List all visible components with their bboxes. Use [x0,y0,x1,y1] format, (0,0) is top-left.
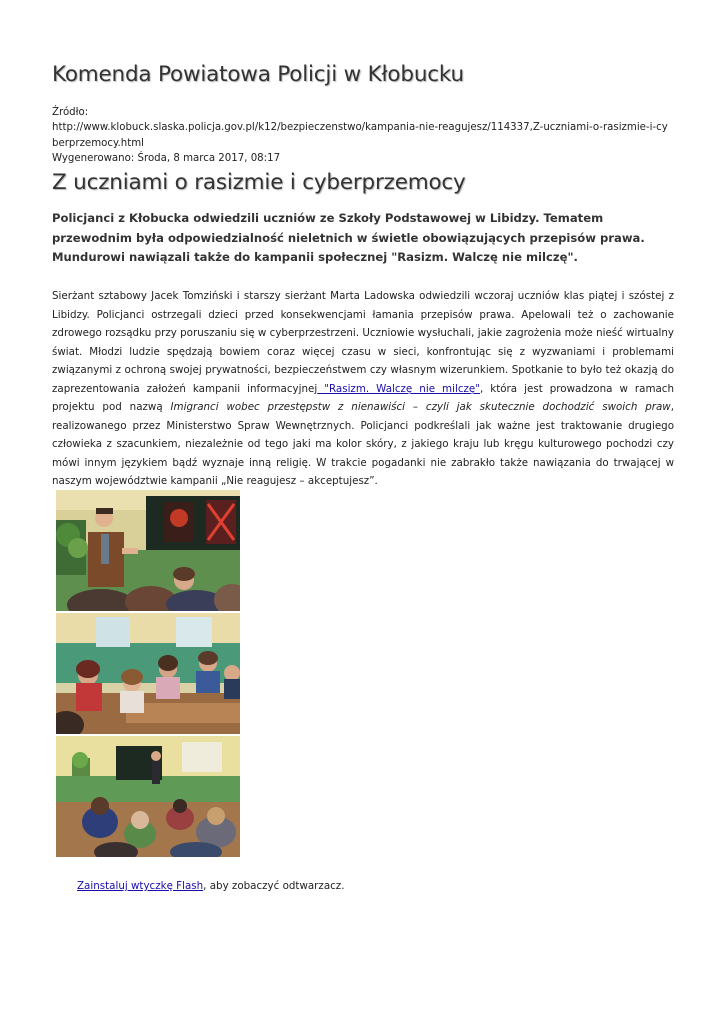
source-label: Źródło: [52,107,89,118]
site-title: Komenda Powiatowa Policji w Kłobucku [52,62,464,87]
photo-gallery [56,490,240,859]
project-name: Imigranci wobec przestępstw z nienawiści – czyli jak skutecznie dochodzić swoich praw [170,401,671,413]
article-body [52,287,674,491]
photo-students-desks[interactable] [56,613,240,734]
body-text-part-2: , która jest prowadzona w ramach projektu pod nazwą [52,382,674,413]
generated-timestamp: Wygenerowano: Środa, 8 marca 2017, 08:17 [52,152,281,164]
article-title: Z uczniami o rasizmie i cyberprzemocy [52,170,466,195]
photo-classroom-back[interactable] [56,736,240,857]
flash-notice-suffix: , aby zobaczyć odtwarzacz. [203,880,345,892]
body-text-part-1: Sierżant sztabowy Jacek Tomziński i starszy sierżant Marta Ladowska odwiedzili wczoraj uczniów klas piątej i szóstej z Libidzy. Policjanci ostrzegali dzieci przed konsekwencjami łamania przepisów prawa. Apelowali też o zachowanie zdrowego rozsądku przy poruszaniu się w cyberprzestrzeni. Uczniowie wysłuchali, jakie zagrożenia może nieść wirtualny świat. Młodzi ludzie spędzają bowiem coraz więcej czasu w sieci, konfrontując się z wyzwaniami i problemami związanymi z ochroną swojej prywatności, bezpieczeństwem czy własnym wizerunkiem. Spotkanie to było też okazją do zaprezentowania założeń kampanii informacyjnej [52,290,674,395]
flash-notice [77,880,344,892]
document-meta [52,105,674,166]
article-lead: Policjanci z Kłobucka odwiedzili uczniów ze Szkoły Podstawowej w Libidzy. Tematem przewodnim była odpowiedzialność nieletnich w świetle obowiązujących przepisów prawa. Mundurowi nawiązali także do kampanii społecznej "Rasizm. Walczę nie milczę". [52,211,645,264]
body-text-part-3: , realizowanego przez Ministerstwo Spraw Wewnętrznych. Policjanci podkreślali jak ważne jest traktowanie drugiego człowieka z szacunkiem, niezależnie od tego jaki ma kolor skóry, z jakiego kraju lub kręgu kulturowego pochodzi czy mówi innym językiem bądź wyznaje inną religię. W trakcie pogadanki nie zabrakło także nawiązania do trwającej w naszym województwie kampanii „Nie reagujesz – akceptujesz”. [52,401,674,487]
source-url: http://www.klobuck.slaska.policja.gov.pl/k12/bezpieczenstwo/kampania-nie-reagujesz/114337,Z-uczniami-o-rasizmie-i-cyberprzemocy.html [52,122,668,149]
campaign-link[interactable]: "Rasizm. Walczę nie milczę" [317,382,480,395]
install-flash-link[interactable]: Zainstaluj wtyczkę Flash [77,880,204,892]
photo-lecturer[interactable] [56,490,240,611]
